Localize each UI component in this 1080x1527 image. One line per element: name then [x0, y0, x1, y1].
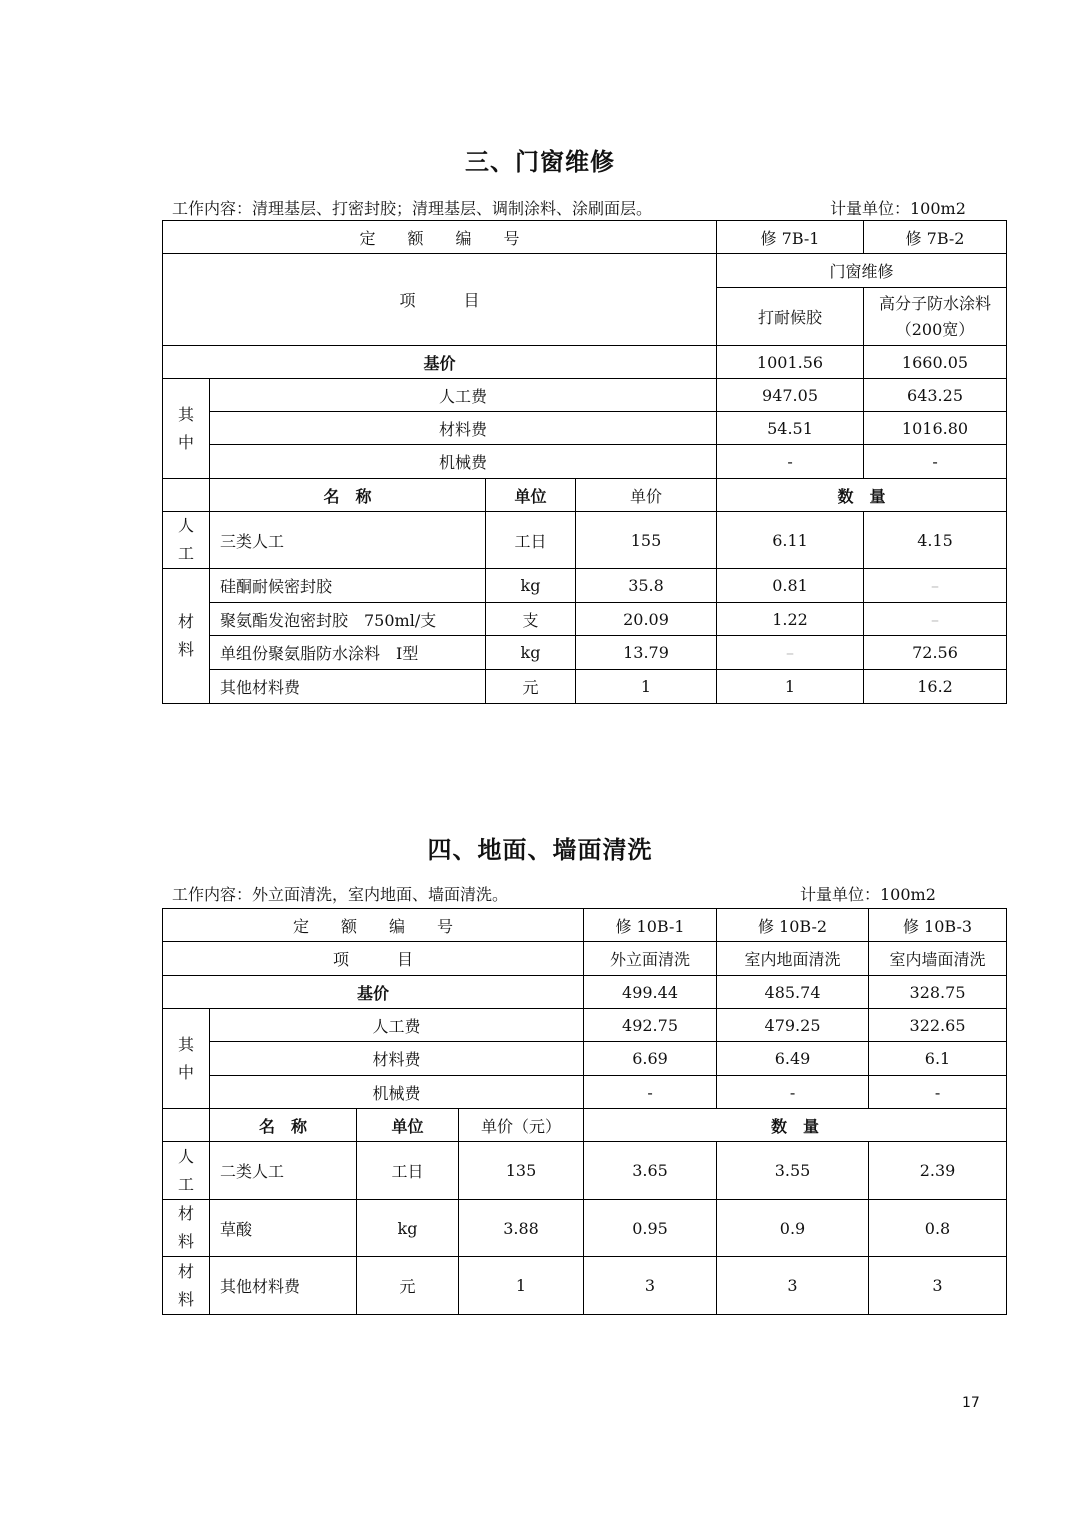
- cost-value: 6.49: [717, 1042, 869, 1076]
- quota-row: [163, 221, 1007, 254]
- col-header-name: 名 称: [210, 1109, 357, 1142]
- section3-work-content: 工作内容：清理基层、打密封胶；清理基层、调制涂料、涂刷面层。: [172, 199, 653, 218]
- item-label: 项 目: [163, 942, 584, 976]
- cost-value: 6.1: [869, 1042, 1007, 1076]
- material-qty: 0.9: [717, 1200, 869, 1257]
- labor-qty: 3.55: [717, 1142, 869, 1200]
- material-qty: 0.8: [869, 1200, 1007, 1257]
- material-qty: 3: [717, 1257, 869, 1315]
- quota-header: 定 额 编 号: [163, 909, 584, 942]
- cost-label: 材料费: [210, 1042, 584, 1076]
- labor-qty: 2.39: [869, 1142, 1007, 1200]
- code-cell: 修 10B-1: [584, 909, 717, 942]
- section4-unit: 计量单位：100m2: [800, 885, 936, 904]
- cost-value: -: [864, 445, 1007, 479]
- cost-value: -: [869, 1076, 1007, 1109]
- material-name: 草酸: [210, 1200, 357, 1257]
- material-price: 1: [459, 1257, 584, 1315]
- labor-price: 155: [576, 512, 717, 569]
- base-price-label: 基价: [163, 976, 584, 1009]
- material-qty: 0.81: [717, 569, 864, 603]
- base-price: 499.44: [584, 976, 717, 1009]
- col-header-unit: 单位: [486, 479, 576, 512]
- material-char: 材: [177, 612, 194, 631]
- col-header-unit: 单位: [357, 1109, 459, 1142]
- material-price: 35.8: [576, 569, 717, 603]
- material-qty: 0.95: [584, 1200, 717, 1257]
- labor-label: [163, 512, 210, 569]
- cost-value: 947.05: [717, 379, 864, 412]
- labor-qty: 4.15: [864, 512, 1007, 569]
- code-cell: 修 10B-3: [869, 909, 1007, 942]
- among-char: 其: [177, 404, 194, 424]
- item-name: 打耐候胶: [717, 288, 864, 346]
- labor-unit: 工日: [486, 512, 576, 569]
- col-header-qty: 数 量: [584, 1109, 1007, 1142]
- col-header-name: 名 称: [210, 479, 486, 512]
- cost-label: 机械费: [210, 1076, 584, 1109]
- cost-value: 54.51: [717, 412, 864, 445]
- labor-qty: 3.65: [584, 1142, 717, 1200]
- base-price: 485.74: [717, 976, 869, 1009]
- material-name: 其他材料费: [210, 1257, 357, 1315]
- material-qty: 72.56: [864, 636, 1007, 670]
- base-price-label: 基价: [163, 346, 717, 379]
- cost-value: -: [717, 445, 864, 479]
- material-label: [163, 1200, 210, 1257]
- cost-label: 人工费: [210, 1009, 584, 1042]
- material-qty: –: [864, 603, 1007, 636]
- col-header-qty: 数 量: [717, 479, 1007, 512]
- cost-value: -: [584, 1076, 717, 1109]
- material-qty: 1: [717, 670, 864, 704]
- code-cell: 修 7B-2: [864, 221, 1007, 254]
- base-price: 1001.56: [717, 346, 864, 379]
- material-name: 单组份聚氨脂防水涂料 Ⅰ型: [210, 636, 486, 670]
- material-char: 材: [177, 1204, 194, 1223]
- section4-table: [162, 908, 1007, 1315]
- base-price: 1660.05: [864, 346, 1007, 379]
- item-label: 项 目: [163, 254, 717, 346]
- code-cell: 修 7B-1: [717, 221, 864, 254]
- labor-price: 135: [459, 1142, 584, 1200]
- item-name: 室内地面清洗: [717, 942, 869, 976]
- item-name: 外立面清洗: [584, 942, 717, 976]
- material-qty: 3: [584, 1257, 717, 1315]
- material-price: 1: [576, 670, 717, 704]
- cost-value: 479.25: [717, 1009, 869, 1042]
- material-qty: –: [717, 636, 864, 670]
- material-price: 20.09: [576, 603, 717, 636]
- cost-value: 322.65: [869, 1009, 1007, 1042]
- code-cell: 修 10B-2: [717, 909, 869, 942]
- section4-work-content: 工作内容：外立面清洗，室内地面、墙面清洗。: [172, 885, 509, 904]
- section4-title: 四、地面、墙面清洗: [427, 836, 653, 864]
- among-char: 其: [177, 1034, 194, 1054]
- material-char: 材: [177, 1261, 194, 1281]
- material-qty: 16.2: [864, 670, 1007, 704]
- cost-value: 643.25: [864, 379, 1007, 412]
- base-price: 328.75: [869, 976, 1007, 1009]
- item-name: 室内墙面清洗: [869, 942, 1007, 976]
- among-char: 中: [177, 1062, 194, 1082]
- material-char: 料: [177, 1289, 194, 1309]
- blank-cell: [163, 1109, 210, 1142]
- material-label: [163, 1257, 210, 1315]
- material-unit: 元: [357, 1257, 459, 1315]
- among-label: [163, 379, 210, 479]
- material-unit: kg: [486, 569, 576, 603]
- material-unit: 元: [486, 670, 576, 704]
- labor-name: 二类人工: [210, 1142, 357, 1200]
- material-name: 聚氨酯发泡密封胶 750ml/支: [210, 603, 486, 636]
- cost-value: 6.69: [584, 1042, 717, 1076]
- material-name: 硅酮耐候密封胶: [210, 569, 486, 603]
- cost-value: 492.75: [584, 1009, 717, 1042]
- material-name: 其他材料费: [210, 670, 486, 704]
- section3-table: [162, 220, 1007, 704]
- col-header-price: 单价: [576, 479, 717, 512]
- labor-char: 工: [177, 1174, 194, 1194]
- col-header-price: 单价（元）: [459, 1109, 584, 1142]
- labor-char: 人: [177, 1146, 194, 1166]
- material-qty: 3: [869, 1257, 1007, 1315]
- labor-label: [163, 1142, 210, 1200]
- material-label: [163, 569, 210, 704]
- labor-qty: 6.11: [717, 512, 864, 569]
- blank-cell: [163, 479, 210, 512]
- material-unit: 支: [486, 603, 576, 636]
- labor-name: 三类人工: [210, 512, 486, 569]
- material-char: 料: [177, 1232, 194, 1251]
- page-number: 17: [962, 1395, 980, 1411]
- cost-value: -: [717, 1076, 869, 1109]
- labor-unit: 工日: [357, 1142, 459, 1200]
- group-label: 门窗维修: [717, 254, 1007, 288]
- material-qty: –: [864, 569, 1007, 603]
- labor-char: 人: [177, 516, 194, 535]
- among-label: [163, 1009, 210, 1109]
- item-name: 高分子防水涂料（200宽）: [864, 288, 1007, 346]
- cost-label: 人工费: [210, 379, 717, 412]
- section3-unit: 计量单位：100m2: [830, 199, 966, 218]
- cost-value: 1016.80: [864, 412, 1007, 445]
- labor-char: 工: [177, 544, 194, 563]
- material-char: 料: [177, 640, 194, 659]
- section3-title: 三、门窗维修: [465, 148, 615, 176]
- quota-header: 定 额 编 号: [163, 221, 717, 254]
- material-qty: 1.22: [717, 603, 864, 636]
- material-price: 13.79: [576, 636, 717, 670]
- among-char: 中: [177, 432, 194, 452]
- material-unit: kg: [357, 1200, 459, 1257]
- material-unit: kg: [486, 636, 576, 670]
- material-price: 3.88: [459, 1200, 584, 1257]
- cost-label: 材料费: [210, 412, 717, 445]
- cost-label: 机械费: [210, 445, 717, 479]
